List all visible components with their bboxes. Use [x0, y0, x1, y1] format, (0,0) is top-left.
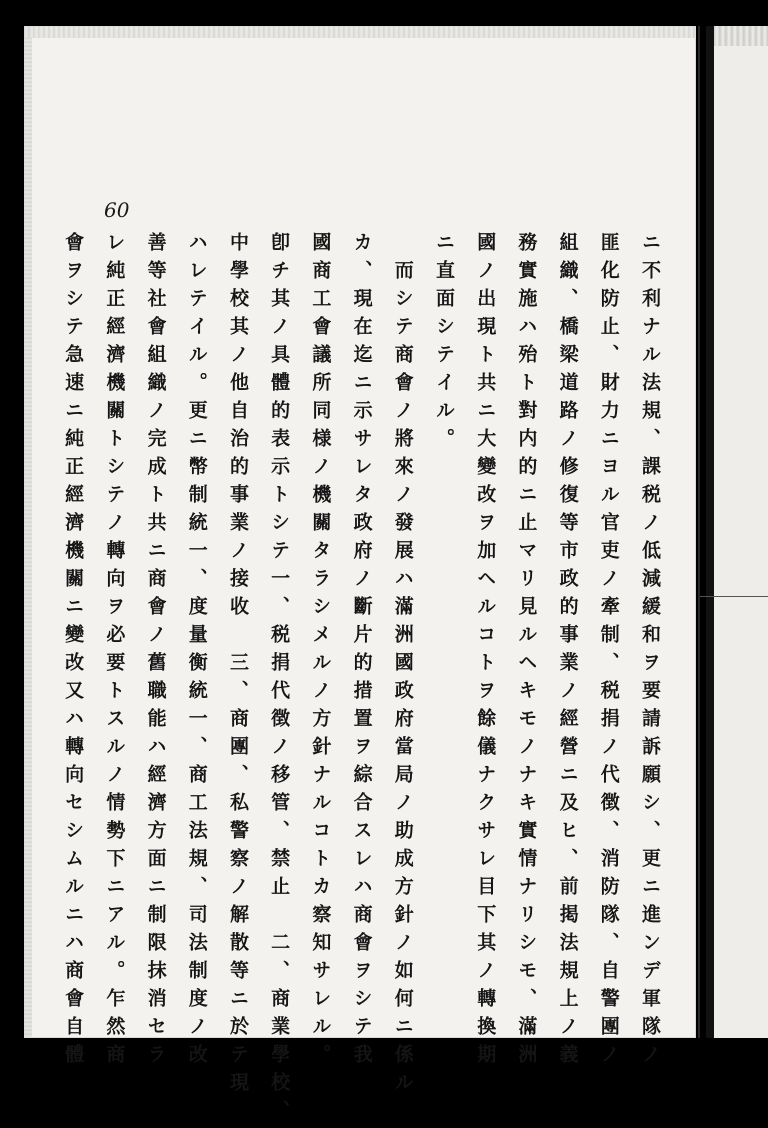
page-number: 60	[104, 198, 130, 222]
text-line: 會ヲシテ急速ニ純正經濟機關ニ變改又ハ轉向セシムルニハ商會自體	[62, 232, 85, 1072]
text-line: 國ノ出現ト共ニ大變改ヲ加ヘルコトヲ餘儀ナクサレ目下其ノ轉換期	[474, 232, 497, 1072]
facing-page-edge	[706, 26, 768, 1038]
text-line: 而シテ商會ノ將來ノ發展ハ滿洲國政府當局ノ助成方針ノ如何ニ係ル	[391, 260, 414, 1100]
text-line: 國商工會議所同様ノ機關タラシメルノ方針ナルコトカ察知サレル。	[309, 232, 332, 1072]
facing-page-top-edge	[714, 26, 768, 46]
text-line: レ純正經濟機關トシテノ轉向ヲ必要トスルノ情勢下ニアル。乍然商	[103, 232, 126, 1072]
text-line: 善等社會組織ノ完成ト共ニ商會ノ舊職能ハ經濟方面ニ制限抹消セラ	[144, 232, 167, 1072]
text-line: 匪化防止、財力ニヨル官吏ノ牽制、税捐ノ代徴、消防隊、自警團ノ	[597, 232, 620, 1072]
text-line: カ、現在迄ニ示サレタ政府ノ斷片的措置ヲ綜合スレハ商會ヲシテ我	[350, 232, 373, 1072]
text-line: 卽チ其ノ具體的表示トシテ一、税捐代徴ノ移管、禁止 二、商業學校、	[268, 232, 291, 1128]
text-line: 中學校其ノ他自治的事業ノ接收 三、商團、私警察ノ解散等ニ於テ現	[226, 232, 249, 1100]
text-line: ニ不利ナル法規、課税ノ低減緩和ヲ要請訴願シ、更ニ進ンデ軍隊ノ	[639, 232, 661, 1072]
text-line: 務實施ハ殆ト對内的ニ止マリ見ルヘキモノナキ實情ナリシモ、滿洲	[515, 232, 538, 1072]
document-page	[24, 26, 696, 1128]
text-line: ハレテイル。更ニ幣制統一、度量衡統一、商工法規、司法制度ノ改	[185, 232, 208, 1072]
text-line: ニ直面シテイル。	[432, 232, 455, 456]
vertical-text-body	[62, 232, 670, 1128]
facing-page-fold	[700, 596, 768, 597]
book-spine	[706, 26, 714, 1038]
text-line: 組織、橋梁道路ノ修復等市政的事業ノ經營ニ及ヒ、前掲法規上ノ義	[556, 232, 579, 1072]
page-gutter	[698, 26, 700, 1038]
